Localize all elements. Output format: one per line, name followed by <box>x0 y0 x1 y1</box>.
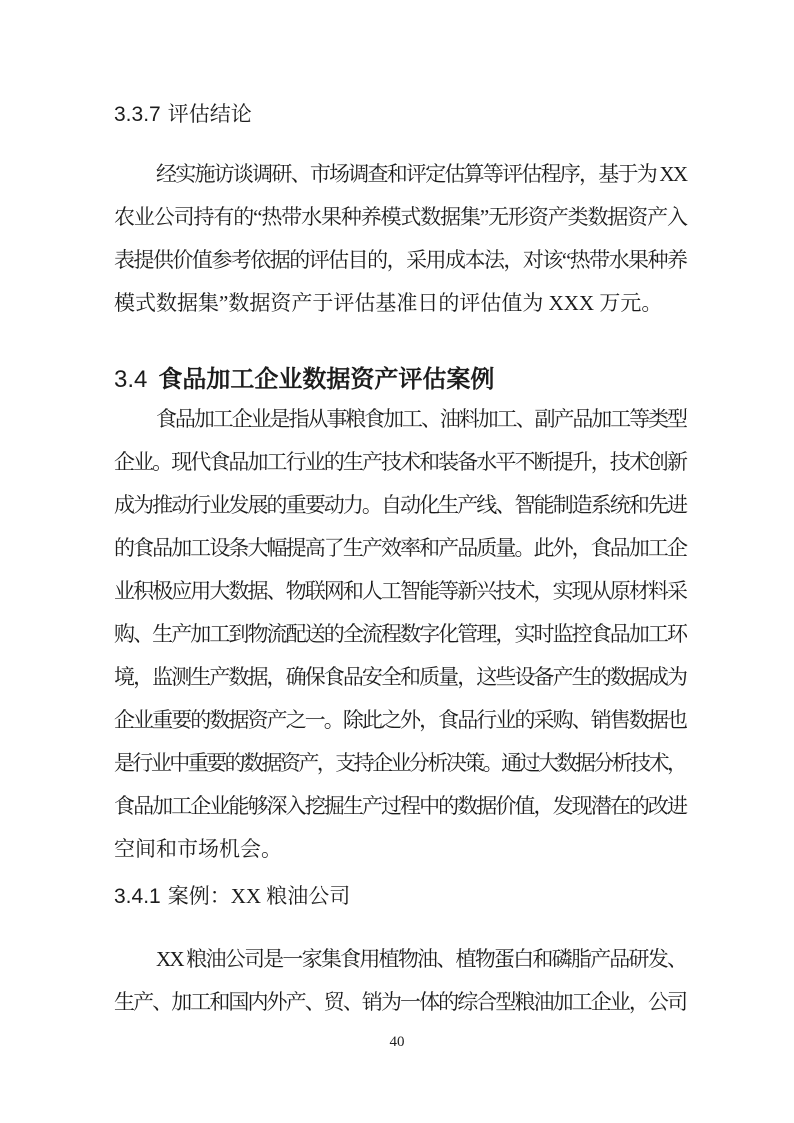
section-heading-3-4 <box>114 364 494 396</box>
paragraph-line: 空间和市场机会。 <box>114 837 282 861</box>
paragraph-line: 模式数据集”数据资产于评估基准日的评估值为 XXX 万元。 <box>114 291 663 315</box>
heading-number: 3.3.7 <box>114 103 161 126</box>
heading-title: 评估结论 <box>167 102 252 126</box>
heading-number: 3.4.1 <box>114 885 161 908</box>
paragraph-line: 是行业中重要的数据资产，支持企业分析决策。通过大数据分析技术， <box>114 751 686 775</box>
paragraph-food-processing-overview <box>114 398 688 871</box>
heading-number: 3.4 <box>114 366 148 393</box>
paragraph-line: 经实施访谈调研、市场调查和评定估算等评估程序，基于为 XX <box>156 162 687 186</box>
paragraph-line: 食品加工企业是指从事粮食加工、油料加工、副产品加工等类型 <box>156 407 686 431</box>
paragraph-line: XX 粮油公司是一家集食用植物油、植物蛋白和磷脂产品研发、 <box>156 947 687 971</box>
paragraph-line: 农业公司持有的“热带水果种养模式数据集”无形资产类数据资产入 <box>114 205 687 229</box>
paragraph-line: 企业重要的数据资产之一。除此之外，食品行业的采购、销售数据也 <box>114 708 687 732</box>
paragraph-line: 境，监测生产数据，确保食品安全和质量，这些设备产生的数据成为 <box>114 665 687 689</box>
heading-title: 案例：XX 粮油公司 <box>167 884 351 908</box>
heading-title: 食品加工企业数据资产评估案例 <box>158 367 495 393</box>
paragraph-line: 业积极应用大数据、物联网和人工智能等新兴技术，实现从原材料采 <box>114 579 687 603</box>
paragraph-line: 购、生产加工到物流配送的全流程数字化管理，实时监控食品加工环 <box>114 622 687 646</box>
paragraph-line: 生产、加工和国内外产、贸、销为一体的综合型粮油加工企业，公司 <box>114 990 687 1014</box>
page-number: 40 <box>389 1034 405 1050</box>
paragraph-evaluation-conclusion <box>114 153 688 325</box>
section-heading-3-4-1 <box>114 882 350 911</box>
section-heading-3-3-7 <box>114 100 252 129</box>
paragraph-line: 的食品加工设条大幅提高了生产效率和产品质量。此外，食品加工企 <box>114 536 687 560</box>
paragraph-grain-oil-company-intro <box>114 938 688 1024</box>
paragraph-line: 表提供价值参考依据的评估目的，采用成本法，对该“热带水果种养 <box>114 248 687 272</box>
paragraph-line: 企业。现代食品加工行业的生产技术和装备水平不断提升，技术创新 <box>114 450 687 474</box>
paragraph-line: 成为推动行业发展的重要动力。自动化生产线、智能制造系统和先进 <box>114 493 687 517</box>
paragraph-line: 食品加工企业能够深入挖掘生产过程中的数据价值，发现潜在的改进 <box>114 794 687 818</box>
